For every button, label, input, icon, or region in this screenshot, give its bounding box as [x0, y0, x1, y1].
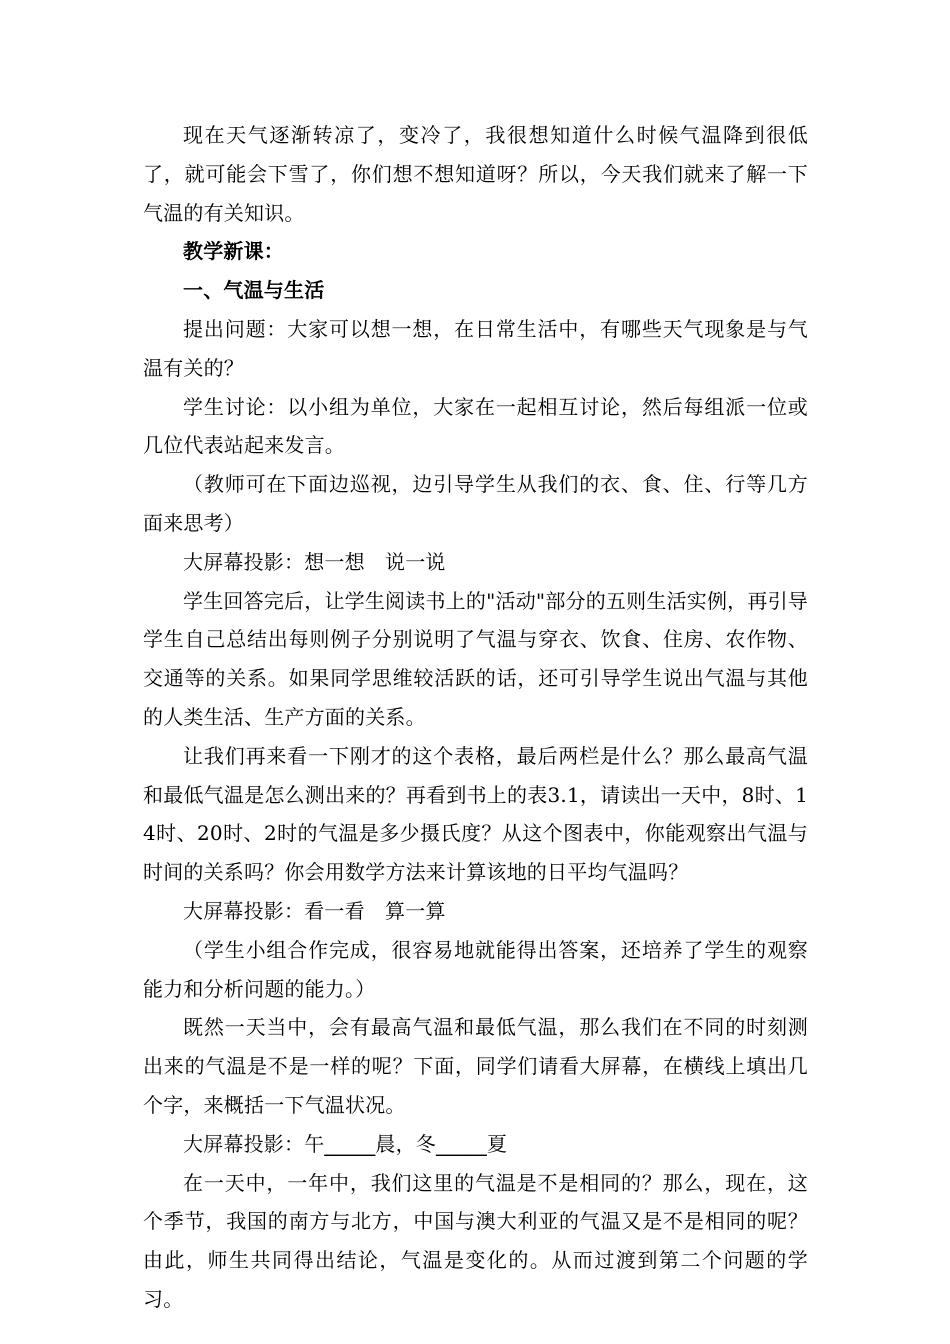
projection-think-say: 大屏幕投影：想一想 说一说	[183, 549, 446, 574]
document-body	[143, 116, 808, 1319]
subsection-heading-temperature-life: 一、气温与生活	[183, 278, 325, 303]
teacher-note-paragraph: （教师可在下面边巡视，边引导学生从我们的衣、食、住、行等几方面来思考）	[143, 472, 808, 535]
projection-look-calc: 大屏幕投影：看一看 算一算	[183, 898, 446, 923]
projection-fill-blank: 大屏幕投影：午_____晨，冬_____夏	[183, 1131, 508, 1156]
discussion-paragraph: 学生讨论：以小组为单位，大家在一起相互讨论，然后每组派一位或几位代表站起来发言。	[143, 394, 808, 458]
question-paragraph: 提出问题：大家可以想一想，在日常生活中，有哪些天气现象是与气温有关的？	[143, 316, 808, 380]
fill-blank-intro-paragraph: 既然一天当中，会有最高气温和最低气温，那么我们在不同的时刻测出来的气温是不是一样的呢？下面，同学们请看大屏幕，在横线上填出几个字，来概括一下气温状况。	[143, 1015, 808, 1117]
intro-paragraph: 现在天气逐渐转凉了，变冷了，我很想知道什么时候气温降到很低了，就可能会下雪了，你们想不想知道呀？所以，今天我们就来了解一下气温的有关知识。	[143, 123, 808, 225]
section-heading-new-lesson: 教学新课：	[183, 239, 284, 264]
table-question-paragraph: 让我们再来看一下刚才的这个表格，最后两栏是什么？那么最高气温和最低气温是怎么测出来的？再看到书上的表3.1，请读出一天中，8时、14时、20时、2时的气温是多少摄氏度？从这个图表中，你能观察出气温与时间的关系吗？你会用数学方法来计算该地的日平均气温吗？	[143, 743, 808, 885]
activity-paragraph: 学生回答完后，让学生阅读书上的"活动"部分的五则生活实例，再引导学生自己总结出每则例子分别说明了气温与穿衣、饮食、住房、农作物、交通等的关系。如果同学思维较活跃的话，还可引导学生说出气温与其他的人类生活、生产方面的关系。	[143, 588, 808, 729]
conclusion-paragraph: 在一天中，一年中，我们这里的气温是不是相同的？那么，现在，这个季节，我国的南方与北方，中国与澳大利亚的气温又是不是相同的呢？由此，师生共同得出结论，气温是变化的。从而过渡到第二个问题的学习。	[143, 1170, 808, 1311]
group-work-note: （学生小组合作完成，很容易地就能得出答案，还培养了学生的观察能力和分析问题的能力。）	[143, 937, 808, 1001]
